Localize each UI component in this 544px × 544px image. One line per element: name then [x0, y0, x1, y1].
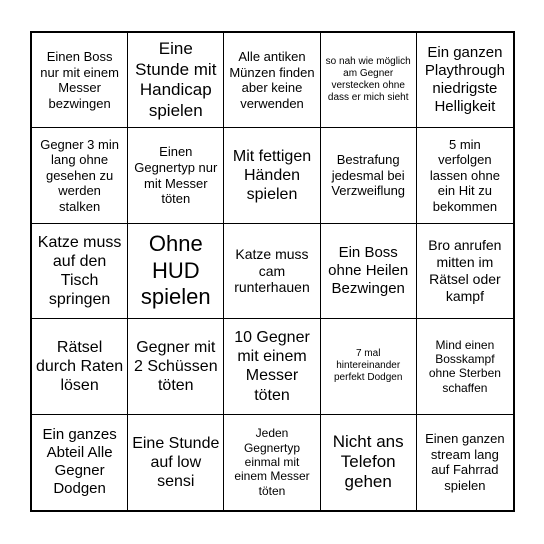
bingo-cell-1-4[interactable] [321, 33, 417, 128]
cell-text: Gegner 3 min lang ohne gesehen zu werden stalken [40, 136, 119, 214]
bingo-cell-2-3[interactable] [224, 128, 320, 223]
bingo-cell-5-1[interactable] [32, 415, 128, 510]
bingo-cell-5-3[interactable] [224, 415, 320, 510]
bingo-cell-5-4[interactable] [321, 415, 417, 510]
bingo-cell-1-3[interactable] [224, 33, 320, 128]
cell-text: 7 mal hintereinander perfekt Dodgen [334, 348, 403, 384]
bingo-cell-4-2[interactable] [128, 319, 224, 414]
cell-text: Rätsel durch Raten lösen [36, 338, 124, 394]
bingo-cell-3-1[interactable] [32, 224, 128, 319]
cell-text: Einen ganzen stream lang auf Fahrrad spielen [425, 431, 505, 493]
cell-text: Ohne HUD spielen [140, 231, 211, 310]
cell-text: Ein ganzes Abteil Alle Gegner Dodgen [42, 426, 117, 498]
bingo-cell-5-2[interactable] [128, 415, 224, 510]
cell-text: Katze muss cam runterhauen [234, 245, 310, 296]
bingo-cell-4-5[interactable] [417, 319, 513, 414]
cell-text: Katze muss auf den Tisch springen [37, 233, 122, 309]
bingo-cell-2-5[interactable] [417, 128, 513, 223]
bingo-cell-1-5[interactable] [417, 33, 513, 128]
bingo-cell-3-3[interactable] [224, 224, 320, 319]
cell-text: Jeden Gegnertyp einmal mit einem Messer töten [234, 426, 310, 498]
cell-text: so nah wie möglich am Gegner verstecken ohne dass er mich sieht [325, 56, 411, 104]
cell-text: 10 Gegner mit einem Messer töten [234, 329, 310, 404]
cell-text: Nicht ans Telefon gehen [332, 431, 404, 492]
cell-text: Ein ganzen Playthrough niedrigste Helligkeit [424, 44, 505, 116]
cell-text: Eine Stunde mit Handicap spielen [135, 39, 217, 120]
bingo-cell-2-2[interactable] [128, 128, 224, 223]
bingo-cell-4-1[interactable] [32, 319, 128, 414]
cell-text: 5 min verfolgen lassen ohne ein Hit zu bekommen [429, 136, 500, 214]
bingo-cell-5-5[interactable] [417, 415, 513, 510]
cell-text: Gegner mit 2 Schüssen töten [133, 338, 218, 394]
bingo-cell-3-5[interactable] [417, 224, 513, 319]
cell-text: Eine Stunde auf low sensi [132, 434, 220, 490]
cell-text: Mind einen Bosskampf ohne Sterben schaffen [428, 337, 501, 395]
cell-text: Einen Boss nur mit einem Messer bezwingen [40, 49, 119, 111]
bingo-cell-3-4[interactable] [321, 224, 417, 319]
bingo-cell-2-1[interactable] [32, 128, 128, 223]
bingo-board [30, 31, 515, 512]
cell-text: Bro anrufen mitten im Rätsel oder kampf [428, 237, 502, 304]
cell-text: Alle antiken Münzen finden aber keine verwenden [229, 49, 315, 111]
bingo-cell-2-4[interactable] [321, 128, 417, 223]
bingo-cell-3-2[interactable] [128, 224, 224, 319]
cell-text: Einen Gegnertyp nur mit Messer töten [134, 144, 218, 207]
bingo-cell-4-4[interactable] [321, 319, 417, 414]
bingo-cell-1-1[interactable] [32, 33, 128, 128]
cell-text: Bestrafung jedesmal bei Verzweiflung [331, 152, 406, 199]
cell-text: Ein Boss ohne Heilen Bezwingen [328, 243, 409, 297]
bingo-cell-4-3[interactable] [224, 319, 320, 414]
bingo-cell-1-2[interactable] [128, 33, 224, 128]
cell-text: Mit fettigen Händen spielen [232, 147, 312, 204]
